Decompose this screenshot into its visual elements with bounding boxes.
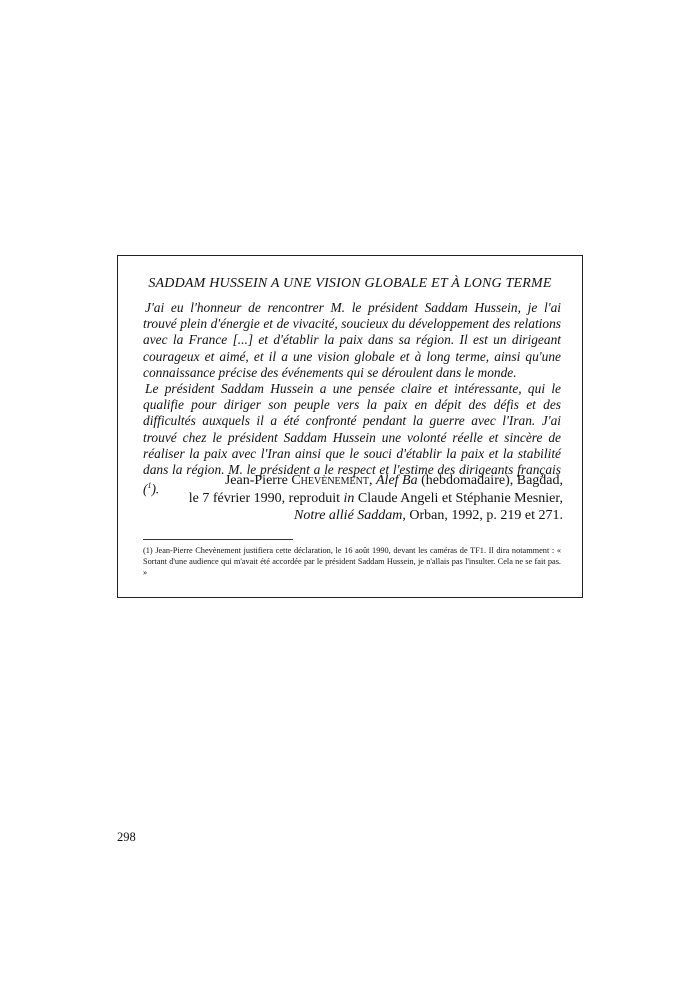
- publication-title: Alef Ba: [376, 473, 418, 488]
- box-title: SADDAM HUSSEIN A UNE VISION GLOBALE ET À LONG TERME: [148, 276, 552, 291]
- sidebar-quote-box: [117, 255, 583, 598]
- attribution-line-1-rest: (hebdomadaire), Bagdad,: [417, 473, 563, 488]
- attribution: [138, 472, 563, 525]
- quote-paragraph-2-text: Le président Saddam Hussein a une pensée claire et intéressante, qui le qualifie pour diriger son peuple vers la paix en dépit des défis et des difficultés auxquels il a été confronté pendant la guerre avec l'Iran. J'ai trouvé chez le président Saddam Hussein une volonté réelle et sincère de réaliser la paix avec l'Iran ainsi que le souci d'établir la paix et la stabilité dans la région. M. le président a le respect et l'estime des dirigeants français: [143, 381, 561, 478]
- attribution-in: in: [343, 490, 355, 506]
- footnote-divider: [143, 539, 293, 540]
- attribution-line-3: [138, 507, 563, 525]
- attribution-line-3-rest: , Orban, 1992, p. 219 et 271.: [402, 508, 563, 523]
- quotation: [143, 300, 561, 498]
- attribution-line-1: [138, 472, 563, 490]
- book-title: Notre allié Saddam: [294, 508, 403, 523]
- attribution-line-2-b: Claude Angeli et Stéphanie Mesnier,: [354, 490, 563, 506]
- quote-paragraph-1: J'ai eu l'honneur de rencontrer M. le président Saddam Hussein, je l'ai trouvé plein d'énergie et de vivacité, soucieux du développement des relations avec la France [...] et d'établir la paix dans sa région. Il est un dirigeant courageux et aimé, et il a une vision globale et à long terme, ainsi qu'une connaissance précise des événements qui se déroulent dans le monde.: [143, 300, 561, 380]
- author-last-name: Chevènement: [291, 473, 369, 488]
- author-first-name: Jean-Pierre: [224, 473, 292, 488]
- footnote-reference: 1: [147, 481, 152, 491]
- footnote: (1) Jean-Pierre Chevènement justifiera cette déclaration, le 16 août 1990, devant les caméras de TF1. Il dira notamment : « Sortant d'une audience qui m'avait été accordée par le président Saddam Hussein, je n'allais pas l'insulter. Cela ne se fait pas. »: [143, 546, 561, 577]
- quote-close: ).: [151, 481, 160, 497]
- page-number: 298: [117, 830, 136, 844]
- quote-open-paren: (: [143, 481, 148, 497]
- attribution-line-2-a: le 7 février 1990, reproduit: [188, 490, 344, 506]
- attribution-line-2: [138, 490, 563, 508]
- attribution-separator: ,: [369, 473, 376, 488]
